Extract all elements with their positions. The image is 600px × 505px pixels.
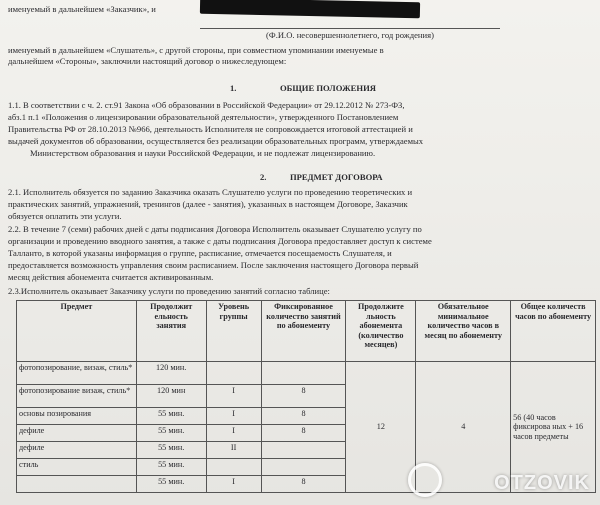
signature-line: [200, 28, 500, 29]
table-cell-count: [261, 442, 346, 459]
redaction-bar: [200, 0, 420, 18]
section1-line: абз.1 п.1 «Положения о лицензировании образовательной деятельности», утвержденного Постановлением: [8, 112, 399, 122]
table-row: [17, 362, 596, 385]
table-cell-total-hours: 56 (40 часов фиксирова ных + 16 часов предметы: [511, 362, 596, 493]
section1-title: ОБЩИЕ ПОЛОЖЕНИЯ: [280, 83, 376, 93]
table-cell-count: 8: [261, 408, 346, 425]
table-cell-level: I: [206, 385, 261, 408]
table-cell-duration: 55 мин.: [136, 425, 206, 442]
section2-line: организации и проведению вводного занятия, а также с даты подписания Договора предоставляет доступ к системе: [8, 236, 432, 246]
section2-line: обязуется оплатить эти услуги.: [8, 211, 122, 221]
header-line-customer: именуемый в дальнейшем «Заказчик», и: [8, 4, 156, 14]
table-cell-subject: стиль: [17, 459, 137, 476]
section1-line: Министерством образования и науки Российской Федерации, и не подлежат лицензированию.: [30, 148, 376, 158]
section2-line: практических занятий, упражнений, тренингов (далее - занятия), указанных в настоящем Договоре, Заказчик: [8, 199, 408, 209]
table-cell-subject: фотопозирование, визаж, стиль*: [17, 362, 137, 385]
services-table: [16, 300, 596, 493]
section1-line: Правительства РФ от 28.10.2013 №966, деятельность Исполнителя не сопровождается итоговой аттестацией и: [8, 124, 413, 134]
table-cell-subject: дефиле: [17, 425, 137, 442]
table-cell-months: 12: [346, 362, 416, 493]
table-cell-duration: 55 мин.: [136, 459, 206, 476]
table-cell-duration: 55 мин.: [136, 476, 206, 493]
section1-number: 1.: [230, 83, 237, 93]
watermark-logo-icon: [408, 463, 442, 497]
header-line-parties: дальнейшем «Стороны», заключили настоящий договор о нижеследующем:: [8, 56, 287, 66]
table-cell-level: I: [206, 425, 261, 442]
table-cell-count: [261, 362, 346, 385]
table-header-cell: Предмет: [17, 301, 137, 362]
table-header-cell: Продолжите льность абонемента (количество месяцев): [346, 301, 416, 362]
section2-title: ПРЕДМЕТ ДОГОВОРА: [290, 172, 383, 182]
table-cell-count: [261, 459, 346, 476]
table-cell-duration: 55 мин.: [136, 408, 206, 425]
table-cell-subject: основы позирования: [17, 408, 137, 425]
table-cell-duration: 120 мин: [136, 385, 206, 408]
table-cell-level: I: [206, 476, 261, 493]
section2-line: предоставляется возможность управления своим расписанием. После заключения настоящего Договора первый: [8, 260, 419, 270]
section2-line: месяц действия абонемента считается активированным.: [8, 272, 214, 282]
table-cell-count: 8: [261, 476, 346, 493]
table-cell-subject: дефиле: [17, 442, 137, 459]
table-cell-subject: фотопозирование визаж, стиль*: [17, 385, 137, 408]
table-cell-level: [206, 459, 261, 476]
table-cell-min-hours: 4: [416, 362, 511, 493]
table-header-cell: Обязательное минимальное количество часов в месяц по абонементу: [416, 301, 511, 362]
section2-line: 2.3.Исполнитель оказывает Заказчику услуги по проведению занятий согласно таблице:: [8, 286, 330, 296]
section2-line: Талланто, в которой указаны информация о группе, расписание, отмечается посещаемость Слушателя, и: [8, 248, 392, 258]
table-cell-count: 8: [261, 385, 346, 408]
table-header-row: [17, 301, 596, 362]
table-cell-level: II: [206, 442, 261, 459]
section2-line: 2.2. В течение 7 (семи) рабочих дней с даты подписания Договора Исполнитель оказывает Слушателю услугу по: [8, 224, 422, 234]
table-cell-subject: [17, 476, 137, 493]
section2-number: 2.: [260, 172, 267, 182]
table-header-cell: Общее количеств часов по абонементу: [511, 301, 596, 362]
table-cell-duration: 55 мин.: [136, 442, 206, 459]
table-header-cell: Продолжит ельность занятия: [136, 301, 206, 362]
table-cell-level: [206, 362, 261, 385]
table-header-cell: Фиксированное количество занятий по абонементу: [261, 301, 346, 362]
watermark: OTZOVIK: [494, 472, 590, 494]
section1-line: выдачей документов об образовании, осуществляется без реализации образовательных программ, утверждаемых: [8, 136, 424, 146]
table-cell-level: I: [206, 408, 261, 425]
header-caption: (Ф.И.О. несовершеннолетнего, год рождения): [266, 30, 434, 40]
header-line-listener: именуемый в дальнейшем «Слушатель», с другой стороны, при совместном упоминании именуемые в: [8, 45, 384, 55]
table-cell-count: 8: [261, 425, 346, 442]
section2-line: 2.1. Исполнитель обязуется по заданию Заказчика оказать Слушателю услуги по проведению теоретических и: [8, 187, 413, 197]
table-cell-duration: 120 мин.: [136, 362, 206, 385]
table-header-cell: Уровень группы: [206, 301, 261, 362]
section1-line: 1.1. В соответствии с ч. 2. ст.91 Закона «Об образовании в Российской Федерации» от 29.12.2012 № 273-ФЗ,: [8, 100, 405, 110]
